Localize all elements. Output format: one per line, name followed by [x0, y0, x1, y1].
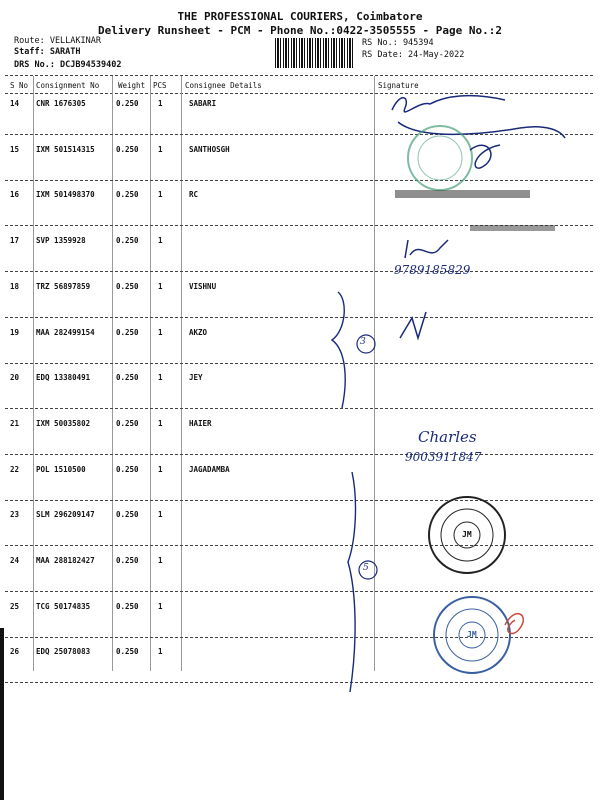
col-pcs: PCS	[153, 81, 167, 90]
row-weight: 0.250	[116, 647, 139, 656]
row-sno: 22	[10, 465, 20, 474]
row-consignment-no: CNR 1676305	[36, 99, 86, 108]
row-weight: 0.250	[116, 510, 139, 519]
row-consignee: AKZO	[189, 328, 208, 337]
row-weight: 0.250	[116, 145, 139, 154]
row-consignment-no: IXM 501498370	[36, 190, 95, 199]
row-weight: 0.250	[116, 99, 139, 108]
col-consignment: Consignment No	[36, 81, 100, 90]
signature-scribble	[405, 240, 448, 258]
bracket-mark	[348, 472, 355, 692]
row-consignment-no: IXM 50035802	[36, 419, 91, 428]
row-sno: 20	[10, 373, 20, 382]
row-consignment-no: POL 1510500	[36, 465, 86, 474]
row-pcs: 1	[158, 373, 163, 382]
row-pcs: 1	[158, 99, 163, 108]
row-pcs: 1	[158, 145, 163, 154]
row-pcs: 1	[158, 465, 163, 474]
signature-scribble	[400, 312, 426, 338]
col-weight: Weight	[118, 81, 146, 90]
row-weight: 0.250	[116, 373, 139, 382]
row-consignee: JAGADAMBA	[189, 465, 230, 474]
row-sno: 18	[10, 282, 20, 291]
col-consignee: Consignee Details	[185, 81, 262, 90]
signature-scribble	[470, 145, 500, 168]
row-sno: 26	[10, 647, 20, 656]
row-pcs: 1	[158, 647, 163, 656]
row-pcs: 1	[158, 190, 163, 199]
row-weight: 0.250	[116, 236, 139, 245]
col-signature: Signature	[378, 81, 419, 90]
row-pcs: 1	[158, 510, 163, 519]
row-pcs: 1	[158, 556, 163, 565]
row-sno: 21	[10, 419, 20, 428]
signature-scribble	[392, 96, 505, 112]
row-consignee: SABARI	[189, 99, 217, 108]
row-pcs: 1	[158, 602, 163, 611]
row-consignee: VISHNU	[189, 282, 217, 291]
handwritten-phone: 9789185829	[394, 263, 471, 277]
row-weight: 0.250	[116, 465, 139, 474]
row-weight: 0.250	[116, 282, 139, 291]
row-sno: 23	[10, 510, 20, 519]
row-consignment-no: MAA 288182427	[36, 556, 95, 565]
row-consignee: SANTHOSGH	[189, 145, 230, 154]
row-weight: 0.250	[116, 419, 139, 428]
drs-number: DRS No.: DCJB94539402	[14, 60, 122, 70]
col-sno: S No	[10, 81, 29, 90]
row-consignee: RC	[189, 190, 199, 199]
row-sno: 14	[10, 99, 20, 108]
document-subtitle: Delivery Runsheet - PCM - Phone No.:0422-3505555 - Page No.:2	[98, 24, 502, 37]
row-weight: 0.250	[116, 556, 139, 565]
stamp-initials: JM	[467, 630, 477, 639]
faded-stamp	[470, 225, 555, 231]
row-sno: 15	[10, 145, 20, 154]
row-consignment-no: SVP 1359928	[36, 236, 86, 245]
bracket-mark	[332, 292, 345, 408]
row-consignment-no: TCG 50174835	[36, 602, 91, 611]
circled-number-label: 3	[360, 337, 366, 347]
row-consignee: JEY	[189, 373, 203, 382]
row-sno: 25	[10, 602, 20, 611]
row-sno: 16	[10, 190, 20, 199]
rs-number: RS No.: 945394	[362, 38, 434, 48]
row-pcs: 1	[158, 236, 163, 245]
row-consignment-no: EDQ 13380491	[36, 373, 91, 382]
row-sno: 17	[10, 236, 20, 245]
row-consignment-no: TRZ 56897859	[36, 282, 91, 291]
row-consignment-no: MAA 282499154	[36, 328, 95, 337]
handwritten-signature: Charles	[418, 428, 477, 446]
staff-label: Staff: SARATH	[14, 47, 81, 57]
row-weight: 0.250	[116, 602, 139, 611]
rs-date: RS Date: 24-May-2022	[362, 50, 465, 60]
company-stamp	[418, 136, 462, 180]
stamp-initials: JM	[462, 530, 472, 539]
row-sno: 24	[10, 556, 20, 565]
row-weight: 0.250	[116, 190, 139, 199]
row-pcs: 1	[158, 419, 163, 428]
row-sno: 19	[10, 328, 20, 337]
document-title: THE PROFESSIONAL COURIERS, Coimbatore	[177, 10, 423, 23]
row-consignee: HAIER	[189, 419, 212, 428]
row-pcs: 1	[158, 282, 163, 291]
row-consignment-no: EDQ 25078083	[36, 647, 91, 656]
row-weight: 0.250	[116, 328, 139, 337]
faded-stamp	[395, 190, 530, 198]
handwritten-phone: 9003911847	[405, 450, 482, 464]
row-consignment-no: SLM 296209147	[36, 510, 95, 519]
row-consignment-no: IXM 501514315	[36, 145, 95, 154]
route-label: Route: VELLAKINAR	[14, 36, 101, 46]
row-pcs: 1	[158, 328, 163, 337]
circled-number-label: 5	[363, 563, 369, 573]
scan-edge	[0, 628, 4, 800]
